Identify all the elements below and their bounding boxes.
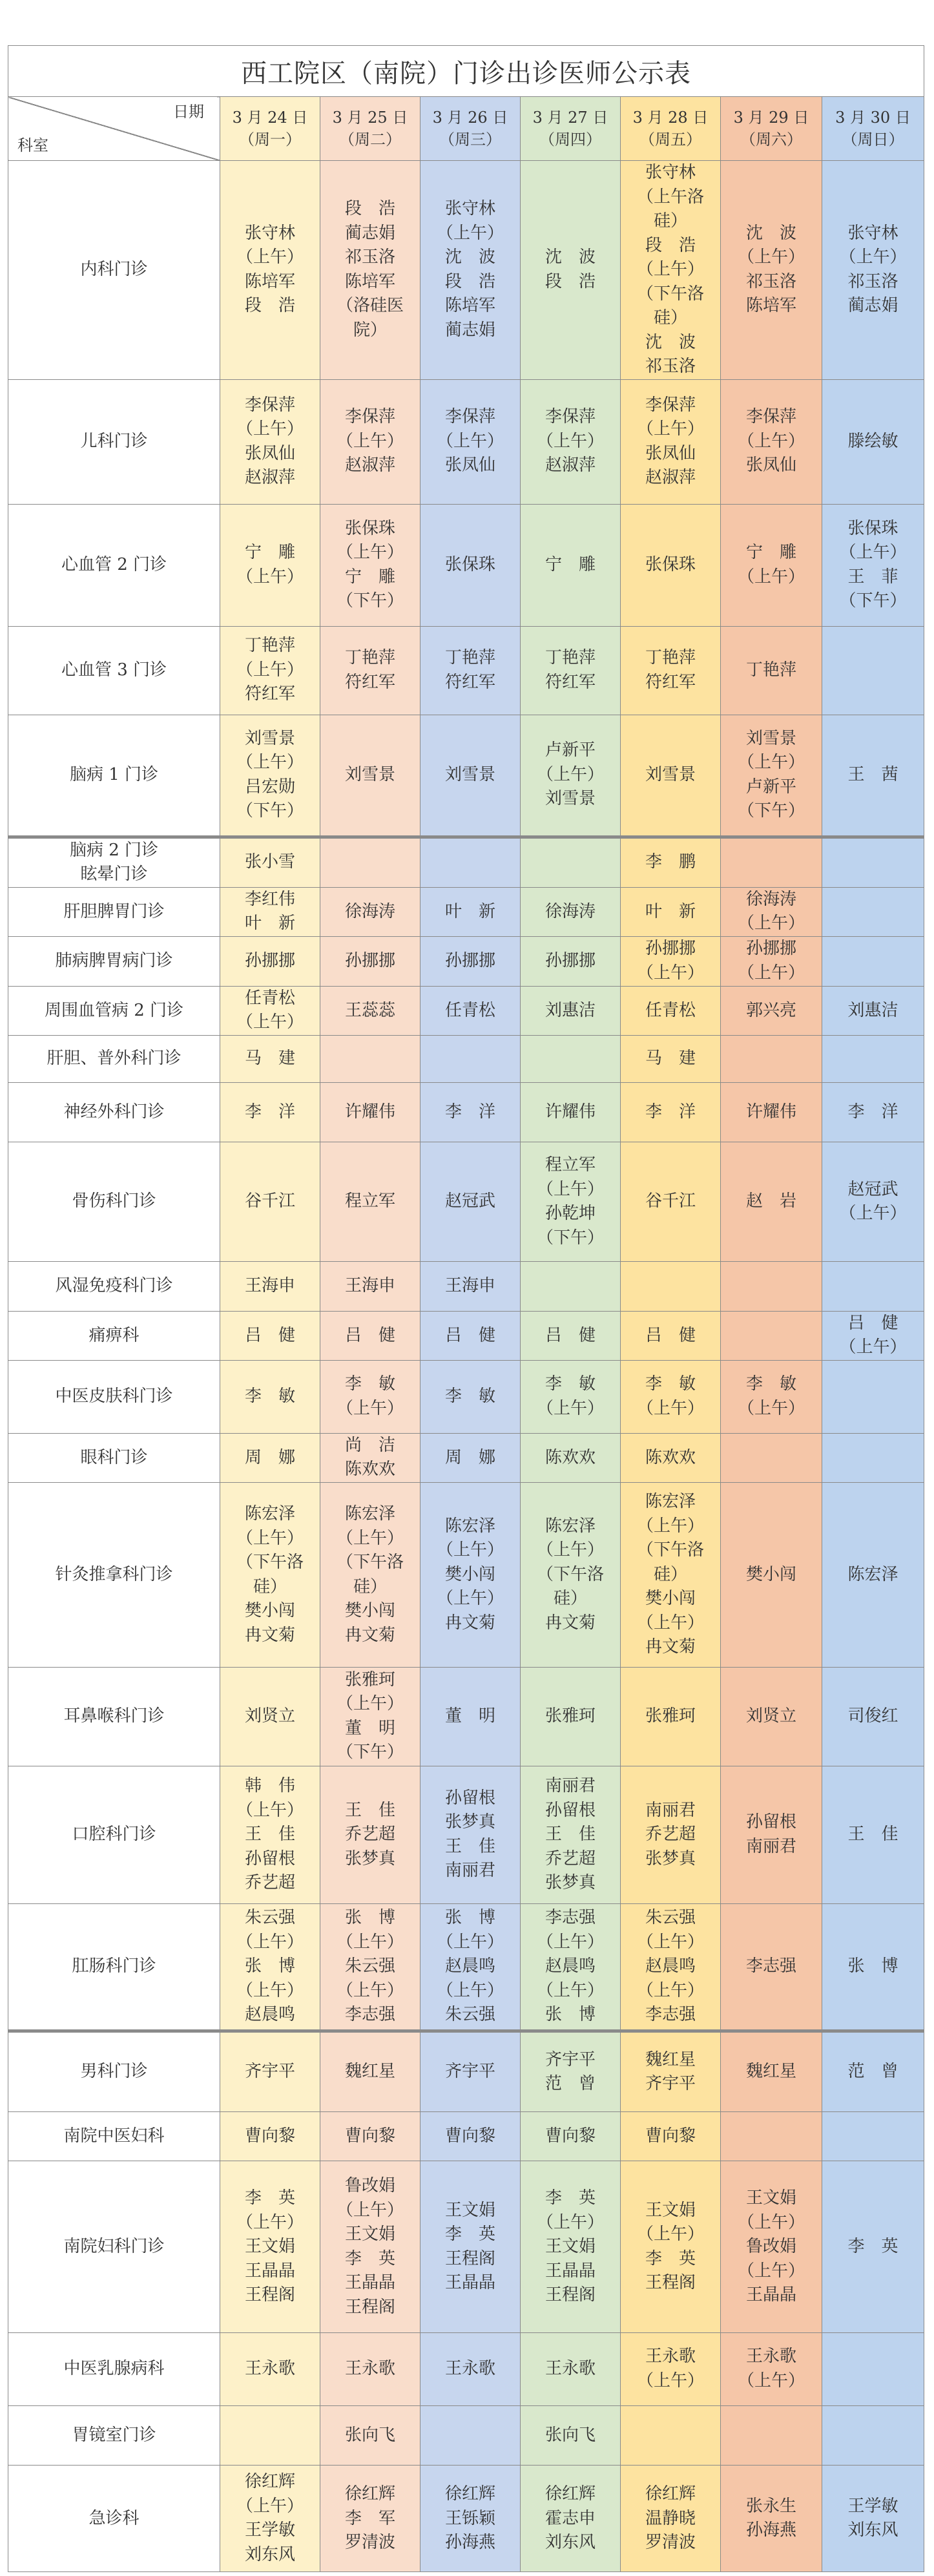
dept-name: 心血管 3 门诊 <box>8 626 220 715</box>
doctor-cell: 马 建 <box>220 1036 320 1082</box>
doctor-cell: 曹向黎 <box>220 2112 320 2161</box>
dept-name: 南院妇科门诊 <box>8 2161 220 2333</box>
table-row <box>8 715 924 837</box>
doctor-cell <box>721 837 822 887</box>
doctor-cell: 许耀伟 <box>721 1082 822 1142</box>
doctor-cell: 丁艳萍 符红军 <box>621 626 721 715</box>
doctor-cell: 刘雪景 <box>621 715 721 837</box>
doctor-cell: 张守林 （上午） 沈 波 段 浩 陈培军 蔺志娟 <box>420 161 521 380</box>
doctor-cell <box>420 2405 521 2466</box>
doctor-cell: 孙挪挪 <box>420 937 521 986</box>
doctor-cell: 王海申 <box>220 1262 320 1311</box>
doctor-cell: 樊小闯 <box>721 1483 822 1668</box>
doctor-cell <box>721 1262 822 1311</box>
day-header <box>621 97 721 161</box>
doctor-cell: 刘雪景 （上午） 吕宏勋 （下午） <box>220 715 320 837</box>
day-weekday: （周一） <box>239 131 301 149</box>
dept-name: 周围血管病 2 门诊 <box>8 986 220 1035</box>
doctor-cell: 王永歌 （上午） <box>621 2333 721 2406</box>
doctor-cell: 谷千江 <box>621 1142 721 1262</box>
doctor-cell: 吕 健 <box>220 1311 320 1360</box>
doctor-cell: 李 敏 （上午） <box>320 1361 420 1434</box>
doctor-cell: 吕 健 <box>521 1311 621 1360</box>
doctor-cell <box>621 1262 721 1311</box>
doctor-cell: 王永歌 （上午） <box>721 2333 822 2406</box>
doctor-cell: 叶 新 <box>621 887 721 936</box>
doctor-cell: 张向飞 <box>320 2405 420 2466</box>
doctor-cell: 李志强 <box>721 1904 822 2031</box>
doctor-cell: 沈 波 （上午） 祁玉洛 陈培军 <box>721 161 822 380</box>
doctor-cell: 张保珠 （上午） 王 菲 （下午） <box>822 504 924 626</box>
doctor-cell: 王 茜 <box>822 715 924 837</box>
table-row <box>8 937 924 986</box>
doctor-cell: 周 娜 <box>420 1433 521 1482</box>
doctor-cell: 李保萍 （上午） 张凤仙 赵淑萍 <box>621 379 721 504</box>
doctor-cell: 徐红辉 温静晓 罗清波 <box>621 2466 721 2572</box>
doctor-cell: 南丽君 孙留根 王 佳 乔艺超 张梦真 <box>521 1766 621 1903</box>
doctor-cell: 李 敏 （上午） <box>621 1361 721 1434</box>
doctor-cell <box>521 1036 621 1082</box>
doctor-cell <box>822 887 924 936</box>
doctor-cell: 吕 健 （上午） <box>822 1311 924 1360</box>
doctor-cell: 李 洋 <box>420 1082 521 1142</box>
dept-name: 耳鼻喉科门诊 <box>8 1667 220 1766</box>
doctor-cell <box>320 1036 420 1082</box>
doctor-cell: 李 洋 <box>822 1082 924 1142</box>
doctor-cell: 吕 健 <box>320 1311 420 1360</box>
table-row <box>8 504 924 626</box>
doctor-cell: 赵冠武 （上午） <box>822 1142 924 1262</box>
dept-name: 肺病脾胃病门诊 <box>8 937 220 986</box>
header-corner <box>8 97 220 161</box>
doctor-cell: 李 敏 <box>220 1361 320 1434</box>
doctor-cell: 吕 健 <box>621 1311 721 1360</box>
doctor-cell: 孙留根 张梦真 王 佳 南丽君 <box>420 1766 521 1903</box>
doctor-cell: 魏红星 <box>721 2031 822 2112</box>
doctor-cell: 刘雪景 （上午） 卢新平 （下午） <box>721 715 822 837</box>
doctor-cell: 李 洋 <box>220 1082 320 1142</box>
table-row <box>8 2405 924 2466</box>
dept-name: 男科门诊 <box>8 2031 220 2112</box>
table-row <box>8 2161 924 2333</box>
table-row <box>8 1262 924 1311</box>
dept-name: 中医乳腺病科 <box>8 2333 220 2406</box>
table-row <box>8 1483 924 1668</box>
dept-name: 眼科门诊 <box>8 1433 220 1482</box>
dept-name: 风湿免疫科门诊 <box>8 1262 220 1311</box>
doctor-cell: 司俊红 <box>822 1667 924 1766</box>
doctor-cell: 周 娜 <box>220 1433 320 1482</box>
table-row <box>8 1904 924 2031</box>
doctor-cell: 段 浩 蔺志娟 祁玉洛 陈培军 （洛硅医 院） <box>320 161 420 380</box>
dept-header-label: 科室 <box>17 136 48 154</box>
doctor-cell: 王学敏 刘东风 <box>822 2466 924 2572</box>
doctor-cell: 丁艳萍 符红军 <box>521 626 621 715</box>
doctor-cell: 刘贤立 <box>721 1667 822 1766</box>
dept-name: 脑病 1 门诊 <box>8 715 220 837</box>
doctor-cell: 张 博 （上午） 朱云强 （上午） 李志强 <box>320 1904 420 2031</box>
doctor-cell: 齐宇平 范 曾 <box>521 2031 621 2112</box>
table-row <box>8 837 924 887</box>
day-date: 3 月 26 日 <box>432 109 508 127</box>
doctor-cell: 陈宏泽 （上午） （下午洛 硅） 樊小闯 冉文菊 <box>220 1483 320 1668</box>
table-row <box>8 2112 924 2161</box>
day-weekday: （周六） <box>740 131 802 149</box>
doctor-cell: 李 鹏 <box>621 837 721 887</box>
doctor-cell: 马 建 <box>621 1036 721 1082</box>
doctor-cell: 程立军 <box>320 1142 420 1262</box>
doctor-cell <box>822 626 924 715</box>
schedule-table <box>8 45 924 2572</box>
doctor-cell: 李 英 （上午） 王文娟 王晶晶 王程阁 <box>220 2161 320 2333</box>
table-row <box>8 379 924 504</box>
doctor-cell: 刘雪景 <box>320 715 420 837</box>
doctor-cell: 宁 雕 <box>521 504 621 626</box>
doctor-cell: 陈宏泽 （上午） （下午洛 硅） 樊小闯 冉文菊 <box>320 1483 420 1668</box>
table-row <box>8 1667 924 1766</box>
day-weekday: （周五） <box>639 131 701 149</box>
doctor-cell: 王海申 <box>420 1262 521 1311</box>
doctor-cell <box>822 2405 924 2466</box>
table-row <box>8 1433 924 1482</box>
doctor-cell: 王 佳 <box>822 1766 924 1903</box>
doctor-cell: 王蕊蕊 <box>320 986 420 1035</box>
doctor-cell: 曹向黎 <box>521 2112 621 2161</box>
doctor-cell <box>420 1036 521 1082</box>
day-date: 3 月 24 日 <box>232 109 308 127</box>
dept-name: 中医皮肤科门诊 <box>8 1361 220 1434</box>
dept-name: 内科门诊 <box>8 161 220 380</box>
doctor-cell: 李 洋 <box>621 1082 721 1142</box>
dept-name: 胃镜室门诊 <box>8 2405 220 2466</box>
day-date: 3 月 28 日 <box>632 109 709 127</box>
page-title: 西工院区（南院）门诊出诊医师公示表 <box>8 46 924 97</box>
doctor-cell: 徐红辉 李 军 罗清波 <box>320 2466 420 2572</box>
doctor-cell <box>822 1036 924 1082</box>
doctor-cell <box>822 2333 924 2406</box>
doctor-cell: 张保珠 （上午） 宁 雕 （下午） <box>320 504 420 626</box>
doctor-cell: 魏红星 <box>320 2031 420 2112</box>
doctor-cell: 李保萍 （上午） 赵淑萍 <box>521 379 621 504</box>
doctor-cell: 张向飞 <box>521 2405 621 2466</box>
doctor-cell <box>621 2405 721 2466</box>
doctor-cell: 陈宏泽 <box>822 1483 924 1668</box>
doctor-cell <box>721 1433 822 1482</box>
doctor-cell: 叶 新 <box>420 887 521 936</box>
doctor-cell <box>822 1433 924 1482</box>
doctor-cell: 郭兴亮 <box>721 986 822 1035</box>
doctor-cell: 张雅珂 （上午） 董 明 （下午） <box>320 1667 420 1766</box>
dept-name: 肝胆脾胃门诊 <box>8 887 220 936</box>
doctor-cell: 陈宏泽 （上午） （下午洛 硅） 冉文菊 <box>521 1483 621 1668</box>
doctor-cell: 徐海涛 （上午） <box>721 887 822 936</box>
doctor-cell <box>721 1311 822 1360</box>
doctor-cell: 许耀伟 <box>521 1082 621 1142</box>
doctor-cell: 李保萍 （上午） 张凤仙 <box>420 379 521 504</box>
doctor-cell: 陈欢欢 <box>621 1433 721 1482</box>
doctor-cell: 谷千江 <box>220 1142 320 1262</box>
doctor-cell: 王永歌 <box>521 2333 621 2406</box>
doctor-cell: 齐宇平 <box>420 2031 521 2112</box>
doctor-cell: 张保珠 <box>621 504 721 626</box>
doctor-cell: 张小雪 <box>220 837 320 887</box>
doctor-cell: 吕 健 <box>420 1311 521 1360</box>
day-weekday: （周三） <box>439 131 501 149</box>
doctor-cell: 尚 洁 陈欢欢 <box>320 1433 420 1482</box>
doctor-cell: 赵 岩 <box>721 1142 822 1262</box>
doctor-cell: 李志强 （上午） 赵晨鸣 （上午） 张 博 <box>521 1904 621 2031</box>
doctor-cell <box>521 837 621 887</box>
doctor-cell <box>420 837 521 887</box>
dept-name: 针灸推拿科门诊 <box>8 1483 220 1668</box>
doctor-cell: 徐海涛 <box>320 887 420 936</box>
doctor-cell: 丁艳萍 符红军 <box>320 626 420 715</box>
dept-name: 痛痹科 <box>8 1311 220 1360</box>
doctor-cell: 丁艳萍 （上午） 符红军 <box>220 626 320 715</box>
day-date: 3 月 29 日 <box>733 109 809 127</box>
day-weekday: （周二） <box>339 131 401 149</box>
doctor-cell: 李 英 <box>822 2161 924 2333</box>
dept-name: 儿科门诊 <box>8 379 220 504</box>
doctor-cell: 孙挪挪 <box>521 937 621 986</box>
doctor-cell: 赵冠武 <box>420 1142 521 1262</box>
doctor-cell: 丁艳萍 <box>721 626 822 715</box>
doctor-cell: 李 敏 <box>420 1361 521 1434</box>
table-row <box>8 626 924 715</box>
table-row <box>8 1311 924 1360</box>
doctor-cell: 任青松 <box>621 986 721 1035</box>
date-header-label: 日期 <box>173 103 204 121</box>
day-weekday: （周日） <box>842 131 904 149</box>
doctor-cell: 王永歌 <box>220 2333 320 2406</box>
table-row <box>8 2333 924 2406</box>
doctor-cell: 陈宏泽 （上午） （下午洛 硅） 樊小闯 （上午） 冉文菊 <box>621 1483 721 1668</box>
doctor-cell: 张 博 <box>822 1904 924 2031</box>
doctor-cell: 任青松 <box>420 986 521 1035</box>
doctor-cell: 李 英 （上午） 王文娟 王晶晶 王程阁 <box>521 2161 621 2333</box>
doctor-cell: 卢新平 （上午） 刘雪景 <box>521 715 621 837</box>
doctor-cell <box>822 1262 924 1311</box>
doctor-cell: 宁 雕 （上午） <box>220 504 320 626</box>
doctor-cell: 王 佳 乔艺超 张梦真 <box>320 1766 420 1903</box>
doctor-cell: 王海申 <box>320 1262 420 1311</box>
day-header <box>721 97 822 161</box>
doctor-cell: 王文娟 （上午） 李 英 王程阁 <box>621 2161 721 2333</box>
table-row <box>8 986 924 1035</box>
doctor-cell: 刘雪景 <box>420 715 521 837</box>
dept-name: 神经外科门诊 <box>8 1082 220 1142</box>
doctor-cell: 王永歌 <box>420 2333 521 2406</box>
doctor-cell: 张保珠 <box>420 504 521 626</box>
doctor-cell: 程立军 （上午） 孙乾坤 （下午） <box>521 1142 621 1262</box>
doctor-cell: 曹向黎 <box>420 2112 521 2161</box>
doctor-cell: 陈欢欢 <box>521 1433 621 1482</box>
doctor-cell: 徐海涛 <box>521 887 621 936</box>
doctor-cell: 张雅珂 <box>521 1667 621 1766</box>
table-row <box>8 161 924 380</box>
doctor-cell: 孙留根 南丽君 <box>721 1766 822 1903</box>
doctor-cell <box>721 1036 822 1082</box>
doctor-cell: 许耀伟 <box>320 1082 420 1142</box>
dept-name: 急诊科 <box>8 2466 220 2572</box>
doctor-cell: 张守林 （上午） 祁玉洛 蔺志娟 <box>822 161 924 380</box>
dept-name: 骨伤科门诊 <box>8 1142 220 1262</box>
doctor-cell <box>721 2405 822 2466</box>
day-header <box>420 97 521 161</box>
day-header <box>320 97 420 161</box>
doctor-cell: 刘贤立 <box>220 1667 320 1766</box>
doctor-cell: 孙挪挪 （上午） <box>721 937 822 986</box>
doctor-cell: 徐红辉 （上午） 王学敏 刘东风 <box>220 2466 320 2572</box>
dept-name: 心血管 2 门诊 <box>8 504 220 626</box>
doctor-cell: 曹向黎 <box>621 2112 721 2161</box>
day-header <box>220 97 320 161</box>
doctor-cell: 王文娟 （上午） 鲁改娟 （上午） 王晶晶 <box>721 2161 822 2333</box>
doctor-cell <box>822 2112 924 2161</box>
doctor-cell <box>822 937 924 986</box>
doctor-cell: 滕绘敏 <box>822 379 924 504</box>
day-date: 3 月 27 日 <box>532 109 608 127</box>
doctor-cell: 张 博 （上午） 赵晨鸣 （上午） 朱云强 <box>420 1904 521 2031</box>
doctor-cell: 宁 雕 （上午） <box>721 504 822 626</box>
doctor-cell <box>822 837 924 887</box>
day-header <box>822 97 924 161</box>
day-header <box>521 97 621 161</box>
doctor-cell: 王永歌 <box>320 2333 420 2406</box>
doctor-cell: 李 敏 （上午） <box>721 1361 822 1434</box>
doctor-cell: 张守林 （上午） 陈培军 段 浩 <box>220 161 320 380</box>
doctor-cell: 董 明 <box>420 1667 521 1766</box>
doctor-cell: 韩 伟 （上午） 王 佳 孙留根 乔艺超 <box>220 1766 320 1903</box>
doctor-cell: 刘惠洁 <box>822 986 924 1035</box>
doctor-cell: 徐红辉 霍志申 刘东风 <box>521 2466 621 2572</box>
doctor-cell: 李保萍 （上午） 张凤仙 赵淑萍 <box>220 379 320 504</box>
dept-name: 口腔科门诊 <box>8 1766 220 1903</box>
table-row <box>8 887 924 936</box>
doctor-cell: 朱云强 （上午） 张 博 （上午） 赵晨鸣 <box>220 1904 320 2031</box>
doctor-cell: 徐红辉 王铄颖 孙海燕 <box>420 2466 521 2572</box>
doctor-cell: 齐宇平 <box>220 2031 320 2112</box>
dept-name: 脑病 2 门诊 眩晕门诊 <box>8 837 220 887</box>
doctor-cell: 南丽君 乔艺超 张梦真 <box>621 1766 721 1903</box>
doctor-cell <box>521 1262 621 1311</box>
doctor-cell: 孙挪挪 <box>320 937 420 986</box>
doctor-cell: 张永生 孙海燕 <box>721 2466 822 2572</box>
day-date: 3 月 30 日 <box>835 109 911 127</box>
dept-name: 肛肠科门诊 <box>8 1904 220 2031</box>
doctor-cell: 鲁改娟 （上午） 王文娟 李 英 王晶晶 王程阁 <box>320 2161 420 2333</box>
table-row <box>8 2031 924 2112</box>
doctor-cell: 朱云强 （上午） 赵晨鸣 （上午） 李志强 <box>621 1904 721 2031</box>
dept-name: 肝胆、普外科门诊 <box>8 1036 220 1082</box>
dept-name: 南院中医妇科 <box>8 2112 220 2161</box>
doctor-cell: 范 曾 <box>822 2031 924 2112</box>
table-row <box>8 2466 924 2572</box>
doctor-cell: 孙挪挪 （上午） <box>621 937 721 986</box>
day-date: 3 月 25 日 <box>332 109 408 127</box>
doctor-cell: 魏红星 齐宇平 <box>621 2031 721 2112</box>
doctor-cell <box>822 1361 924 1434</box>
doctor-cell: 李红伟 叶 新 <box>220 887 320 936</box>
doctor-cell <box>220 2405 320 2466</box>
doctor-cell: 任青松 （上午） <box>220 986 320 1035</box>
table-row <box>8 1361 924 1434</box>
doctor-cell: 王文娟 李 英 王程阁 王晶晶 <box>420 2161 521 2333</box>
doctor-cell: 张雅珂 <box>621 1667 721 1766</box>
table-row <box>8 1766 924 1903</box>
doctor-cell <box>320 837 420 887</box>
doctor-cell: 丁艳萍 符红军 <box>420 626 521 715</box>
doctor-cell: 李保萍 （上午） 赵淑萍 <box>320 379 420 504</box>
doctor-cell: 张守林 （上午洛 硅） 段 浩 （上午） （下午洛 硅） 沈 波 祁玉洛 <box>621 161 721 380</box>
table-row <box>8 1036 924 1082</box>
table-row <box>8 1082 924 1142</box>
doctor-cell: 陈宏泽 （上午） 樊小闯 （上午） 冉文菊 <box>420 1483 521 1668</box>
doctor-cell: 沈 波 段 浩 <box>521 161 621 380</box>
table-row <box>8 1142 924 1262</box>
doctor-cell: 李保萍 （上午） 张凤仙 <box>721 379 822 504</box>
doctor-cell: 刘惠洁 <box>521 986 621 1035</box>
doctor-cell: 曹向黎 <box>320 2112 420 2161</box>
doctor-cell <box>721 2112 822 2161</box>
doctor-cell: 孙挪挪 <box>220 937 320 986</box>
doctor-cell: 李 敏 （上午） <box>521 1361 621 1434</box>
day-weekday: （周四） <box>539 131 601 149</box>
